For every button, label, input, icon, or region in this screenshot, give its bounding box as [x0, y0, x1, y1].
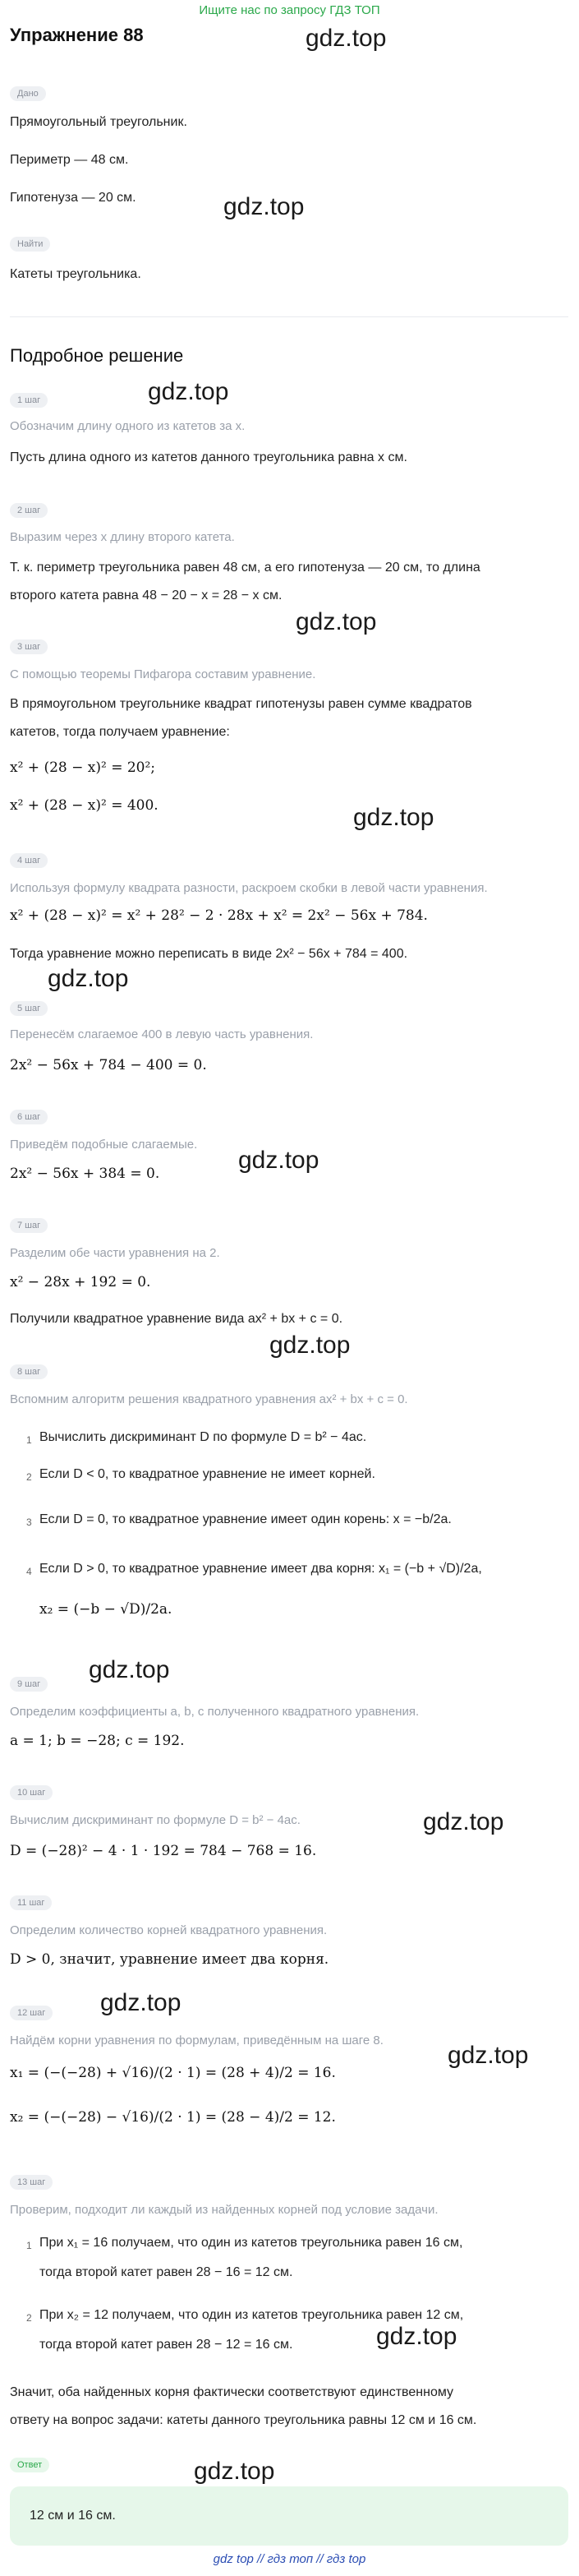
- step-tag: 11 шаг: [10, 1895, 52, 1910]
- check-item: тогда второй катет равен 28 − 12 = 16 см.: [39, 2338, 293, 2352]
- equation: x² − 28x + 192 = 0.: [10, 1274, 151, 1290]
- check-item: тогда второй катет равен 28 − 16 = 12 см.: [39, 2265, 293, 2279]
- given-line-3: Гипотенуза — 20 см.: [10, 191, 136, 205]
- step-line: катетов, тогда получаем уравнение:: [10, 725, 230, 739]
- step-tag: 2 шаг: [10, 503, 48, 518]
- watermark: gdz.top: [376, 2323, 457, 2350]
- find-line: Катеты треугольника.: [10, 267, 141, 281]
- solution-title: Подробное решение: [10, 345, 184, 366]
- equation: x₂ = (−(−28) − √16)/(2 · 1) = (28 − 4)/2 = 12.: [10, 2109, 336, 2126]
- step-line: В прямоугольном треугольнике квадрат гипотенузы равен сумме квадратов: [10, 697, 472, 711]
- step-line: Т. к. периметр треугольника равен 48 см, а его гипотенуза — 20 см, то длина: [10, 561, 480, 575]
- page-title: Упражнение 88: [10, 25, 144, 45]
- step-tag: 5 шаг: [10, 1001, 48, 1016]
- given-tag: Дано: [10, 86, 46, 101]
- step-hint: Используя формулу квадрата разности, раскроем скобки в левой части уравнения.: [10, 881, 488, 895]
- divider: [10, 316, 568, 317]
- top-search-hint[interactable]: Ищите нас по запросу ГДЗ ТОП: [199, 3, 380, 17]
- step-hint: Разделим обе части уравнения на 2.: [10, 1246, 220, 1260]
- step-tag: 9 шаг: [10, 1677, 48, 1692]
- watermark: gdz.top: [448, 2042, 529, 2069]
- check-item: При x₁ = 16 получаем, что один из катетов треугольника равен 16 см,: [39, 2236, 463, 2250]
- footer-links[interactable]: gdz top // гдз топ // гдз top: [213, 2552, 366, 2566]
- step-hint: С помощью теоремы Пифагора составим уравнение.: [10, 667, 316, 681]
- step-hint: Вспомним алгоритм решения квадратного уравнения ax² + bx + c = 0.: [10, 1392, 408, 1406]
- step-hint: Приведём подобные слагаемые.: [10, 1138, 198, 1152]
- watermark: gdz.top: [423, 1808, 504, 1835]
- algorithm-item: Если D = 0, то квадратное уравнение имеет один корень: x = −b/2a.: [39, 1512, 452, 1526]
- step-tag: 6 шаг: [10, 1110, 48, 1124]
- step-tag: 12 шаг: [10, 2006, 53, 2020]
- step-hint: Вычислим дискриминант по формуле D = b² − 4ac.: [10, 1813, 301, 1827]
- equation: 2x² − 56x + 784 − 400 = 0.: [10, 1057, 207, 1073]
- watermark: gdz.top: [148, 378, 229, 405]
- watermark: gdz.top: [306, 25, 387, 52]
- watermark: gdz.top: [223, 193, 305, 220]
- equation: x₁ = (−(−28) + √16)/(2 · 1) = (28 + 4)/2 = 16.: [10, 2065, 336, 2081]
- step-tag: 8 шаг: [10, 1364, 48, 1379]
- watermark: gdz.top: [194, 2458, 275, 2485]
- answer-text: 12 см и 16 см.: [30, 2509, 116, 2523]
- step-line: второго катета равна 48 − 20 − x = 28 − x см.: [10, 589, 283, 602]
- step-hint: Обозначим длину одного из катетов за x.: [10, 419, 246, 433]
- algorithm-item: Если D > 0, то квадратное уравнение имеет два корня: x₁ = (−b + √D)/2a,: [39, 1562, 482, 1576]
- step-hint: Перенесём слагаемое 400 в левую часть уравнения.: [10, 1027, 314, 1041]
- step-hint: Выразим через x длину второго катета.: [10, 530, 235, 544]
- step-hint: Найдём корни уравнения по формулам, приведённым на шаге 8.: [10, 2034, 384, 2047]
- conclusion-line: ответу на вопрос задачи: катеты данного треугольника равны 12 см и 16 см.: [10, 2413, 477, 2427]
- step-tag: 3 шаг: [10, 639, 48, 654]
- given-line-2: Периметр — 48 см.: [10, 153, 129, 167]
- step-hint: Определим количество корней квадратного уравнения.: [10, 1923, 328, 1937]
- algorithm-item: Если D < 0, то квадратное уравнение не имеет корней.: [39, 1467, 375, 1481]
- step-tag: 13 шаг: [10, 2175, 53, 2190]
- conclusion-line: Значит, оба найденных корня фактически соответствуют единственному: [10, 2385, 454, 2399]
- answer-tag: Ответ: [10, 2458, 49, 2472]
- step-tag: 10 шаг: [10, 1785, 53, 1800]
- step-tag: 4 шаг: [10, 853, 48, 868]
- step-tag: 7 шаг: [10, 1218, 48, 1233]
- watermark: gdz.top: [296, 608, 377, 635]
- find-tag: Найти: [10, 237, 50, 252]
- step-line: Пусть длина одного из катетов данного треугольника равна x см.: [10, 450, 407, 464]
- watermark: gdz.top: [353, 804, 434, 831]
- step-hint: Проверим, подходит ли каждый из найденных корней под условие задачи.: [10, 2203, 439, 2217]
- equation: a = 1; b = −28; c = 192.: [10, 1733, 185, 1749]
- equation: x² + (28 − x)² = 400.: [10, 797, 159, 814]
- equation: D = (−28)² − 4 · 1 · 192 = 784 − 768 = 16.: [10, 1843, 317, 1859]
- watermark: gdz.top: [238, 1147, 319, 1174]
- watermark: gdz.top: [269, 1332, 351, 1359]
- given-line-1: Прямоугольный треугольник.: [10, 115, 187, 129]
- equation: D > 0, значит, уравнение имеет два корня.: [10, 1951, 329, 1968]
- step-tag: 1 шаг: [10, 393, 48, 408]
- step-line: Тогда уравнение можно переписать в виде 2x² − 56x + 784 = 400.: [10, 947, 408, 961]
- equation: 2x² − 56x + 384 = 0.: [10, 1166, 160, 1182]
- check-item: При x₂ = 12 получаем, что один из катетов треугольника равен 12 см,: [39, 2308, 464, 2322]
- equation: x₂ = (−b − √D)/2a.: [39, 1601, 172, 1618]
- equation: x² + (28 − x)² = 20²;: [10, 759, 156, 776]
- watermark: gdz.top: [100, 1989, 182, 2016]
- equation: x² + (28 − x)² = x² + 28² − 2 · 28x + x² = 2x² − 56x + 784.: [10, 907, 428, 924]
- step-hint: Определим коэффициенты a, b, c полученного квадратного уравнения.: [10, 1705, 420, 1719]
- watermark: gdz.top: [48, 965, 129, 992]
- step-line: Получили квадратное уравнение вида ax² + bx + c = 0.: [10, 1312, 343, 1326]
- algorithm-item: Вычислить дискриминант D по формуле D = b² − 4ac.: [39, 1430, 367, 1444]
- watermark: gdz.top: [89, 1656, 170, 1683]
